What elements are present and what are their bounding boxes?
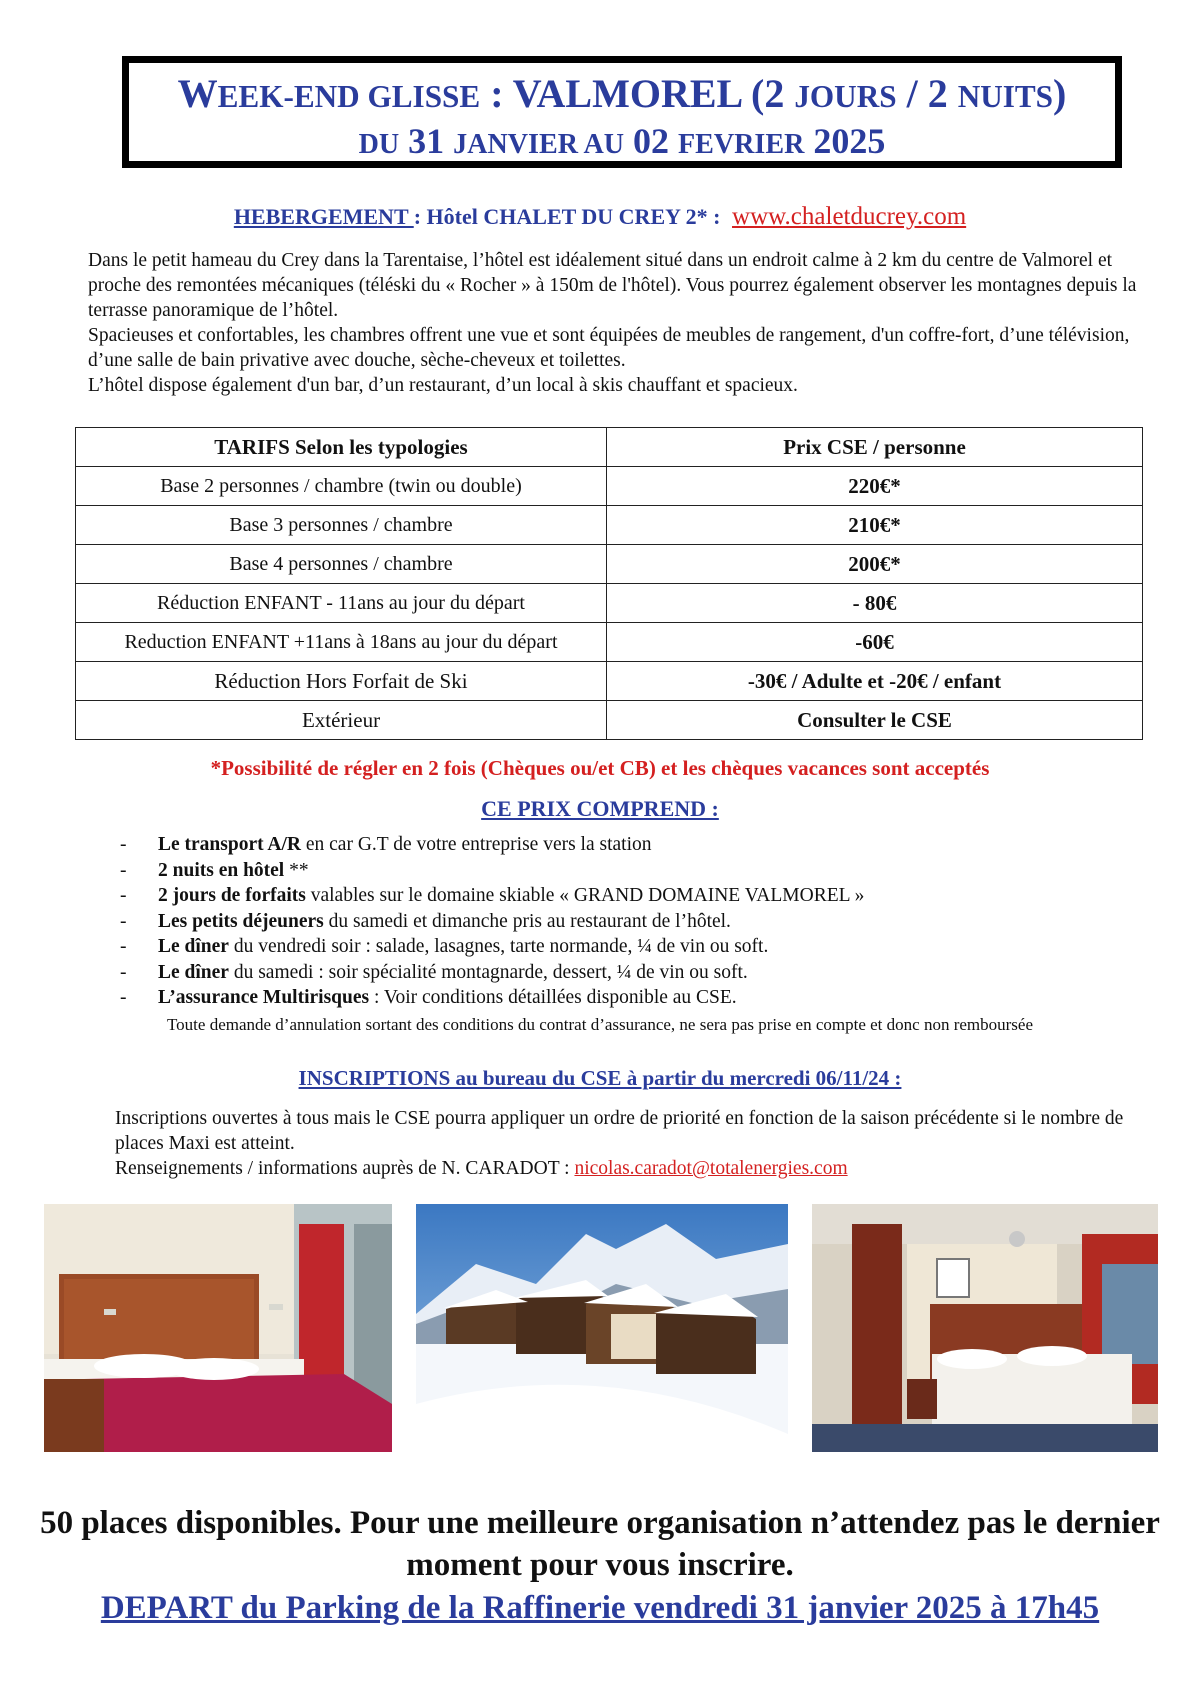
- row-price: - 80€: [607, 584, 1143, 623]
- title-fragment: 02: [624, 121, 678, 161]
- title-fragment: ): [1053, 71, 1067, 116]
- hebergement-heading: [0, 203, 1200, 231]
- list-item: [120, 832, 1120, 858]
- table-row: [76, 584, 1143, 623]
- item-bold: L’assurance Multirisques: [158, 987, 370, 1008]
- photo-bedroom-1: [44, 1204, 392, 1452]
- title-fragment: JANVIER AU: [453, 129, 624, 160]
- list-item: [120, 960, 1120, 986]
- title-fragment: 2025: [804, 121, 886, 161]
- list-dash: -: [120, 834, 127, 855]
- table-row: [76, 545, 1143, 584]
- list-item: [120, 883, 1120, 909]
- list-item: [120, 934, 1120, 960]
- tarifs-table: [75, 427, 1143, 740]
- row-type: Reduction ENFANT +11ans à 18ans au jour du départ: [76, 623, 607, 662]
- row-price: -60€: [607, 623, 1143, 662]
- title-fragment: FEVRIER: [678, 129, 805, 160]
- row-price: 200€*: [607, 545, 1143, 584]
- title-fragment: DU: [358, 129, 400, 160]
- row-type: Base 3 personnes / chambre: [76, 506, 607, 545]
- hotel-website-link[interactable]: www.chaletducrey.com: [732, 203, 967, 230]
- places-message: 50 places disponibles. Pour une meilleure organisation n’attendez pas le dernier moment pour vous inscrire.: [40, 1505, 1160, 1583]
- title-box: [122, 56, 1122, 168]
- row-type: Réduction ENFANT - 11ans au jour du départ: [76, 584, 607, 623]
- table-header-row: [76, 428, 1143, 467]
- row-type: Extérieur: [76, 701, 607, 740]
- row-price: 220€*: [607, 467, 1143, 506]
- table-row: [76, 701, 1143, 740]
- title-fragment: : VALMOREL (2: [480, 71, 795, 116]
- contact-line: [115, 1156, 1155, 1181]
- comprend-heading: CE PRIX COMPREND :: [481, 796, 719, 821]
- contact-label: Renseignements / informations auprès de N. CARADOT :: [115, 1158, 575, 1179]
- item-text: du samedi et dimanche pris au restaurant de l’hôtel.: [323, 910, 731, 932]
- chalets-illustration: [416, 1204, 788, 1452]
- table-row: [76, 506, 1143, 545]
- payment-note: *Possibilité de régler en 2 fois (Chèques ou/et CB) et les chèques vacances sont acceptés: [210, 756, 990, 780]
- list-dash: -: [120, 910, 127, 932]
- hebergement-label: HEBERGEMENT: [233, 204, 414, 229]
- item-text: en car G.T de votre entreprise vers la station: [301, 834, 652, 855]
- title-fragment: 31: [399, 121, 454, 161]
- item-text: : Voir conditions détaillées disponible au CSE.: [369, 987, 737, 1008]
- item-bold: Les petits déjeuners: [158, 910, 324, 932]
- annulation-note: Toute demande d’annulation sortant des conditions du contrat d’assurance, ne sera pas prise en compte et donc non remboursée: [166, 1015, 1033, 1034]
- table-row: [76, 623, 1143, 662]
- row-price: Consulter le CSE: [607, 701, 1143, 740]
- inscriptions-block: [115, 1106, 1155, 1181]
- inscriptions-heading: INSCRIPTIONS au bureau du CSE à partir du mercredi 06/11/24 :: [298, 1066, 902, 1090]
- hotel-name: : Hôtel CHALET DU CREY 2* :: [413, 204, 727, 229]
- row-price: 210€*: [607, 506, 1143, 545]
- row-price: -30€ / Adulte et -20€ / enfant: [607, 662, 1143, 701]
- hotel-description: [88, 248, 1148, 398]
- photo-chalets: [416, 1204, 788, 1452]
- list-item: [120, 858, 1120, 884]
- header-price: Prix CSE / personne: [607, 428, 1143, 467]
- bedroom-1-illustration: [44, 1204, 392, 1452]
- row-type: Base 2 personnes / chambre (twin ou double): [76, 467, 607, 506]
- item-bold: 2 nuits en hôtel: [158, 859, 285, 881]
- description-paragraph: Spacieuses et confortables, les chambres offrent une vue et sont équipées de meubles de rangement, d'un coffre-fort, d’une télévision, d’une salle de bain privative avec douche, sèche-cheveux et toilettes.: [88, 325, 1130, 371]
- title-fragment: W: [177, 71, 218, 116]
- item-text: **: [284, 859, 309, 881]
- table-row: [76, 662, 1143, 701]
- title-line-2: [129, 120, 1115, 166]
- list-dash: -: [120, 987, 127, 1008]
- list-item: [120, 909, 1120, 935]
- item-text: du samedi : soir spécialité montagnarde, dessert, ¼ de vin ou soft.: [228, 961, 748, 983]
- title-fragment: EEK-END GLISSE: [217, 79, 481, 114]
- header-type: TARIFS Selon les typologies: [76, 428, 607, 467]
- item-text: du vendredi soir : salade, lasagnes, tarte normande, ¼ de vin ou soft.: [228, 936, 769, 957]
- photo-bedroom-2: [812, 1204, 1158, 1452]
- list-dash: -: [120, 885, 127, 906]
- item-bold: Le dîner: [158, 936, 229, 957]
- item-bold: 2 jours de forfaits: [158, 885, 306, 906]
- list-dash: -: [120, 859, 127, 881]
- title-line-1: [129, 71, 1115, 120]
- item-text: valables sur le domaine skiable « GRAND DOMAINE VALMOREL »: [305, 885, 865, 906]
- description-paragraph: L’hôtel dispose également d'un bar, d’un restaurant, d’un local à skis chauffant et spacieux.: [88, 375, 798, 396]
- depart-info: DEPART du Parking de la Raffinerie vendredi 31 janvier 2025 à 17h45: [100, 1590, 1100, 1626]
- list-dash: -: [120, 961, 127, 983]
- description-paragraph: Dans le petit hameau du Crey dans la Tarentaise, l’hôtel est idéalement situé dans un endroit calme à 2 km du centre de Valmorel et proche des remontées mécaniques (téléski du « Rocher » à 150m de l'hôtel). Vous pourrez également observer les montagnes depuis la terrasse panoramique de l’hôtel.: [88, 250, 1137, 321]
- item-bold: Le transport A/R: [158, 834, 301, 855]
- title-fragment: NUITS: [957, 79, 1054, 114]
- row-type: Base 4 personnes / chambre: [76, 545, 607, 584]
- comprend-list: [120, 832, 1120, 1011]
- row-type: Réduction Hors Forfait de Ski: [76, 662, 607, 701]
- bedroom-2-illustration: [812, 1204, 1158, 1452]
- list-item: [120, 985, 1120, 1011]
- list-dash: -: [120, 936, 127, 957]
- inscriptions-text: Inscriptions ouvertes à tous mais le CSE pourra appliquer un ordre de priorité en fonction de la saison précédente si le nombre de places Maxi est atteint.: [115, 1108, 1124, 1154]
- title-fragment: JOURS: [794, 79, 897, 114]
- table-row: [76, 467, 1143, 506]
- contact-email-link[interactable]: nicolas.caradot@totalenergies.com: [574, 1158, 848, 1179]
- title-fragment: / 2: [896, 71, 958, 116]
- item-bold: Le dîner: [158, 961, 229, 983]
